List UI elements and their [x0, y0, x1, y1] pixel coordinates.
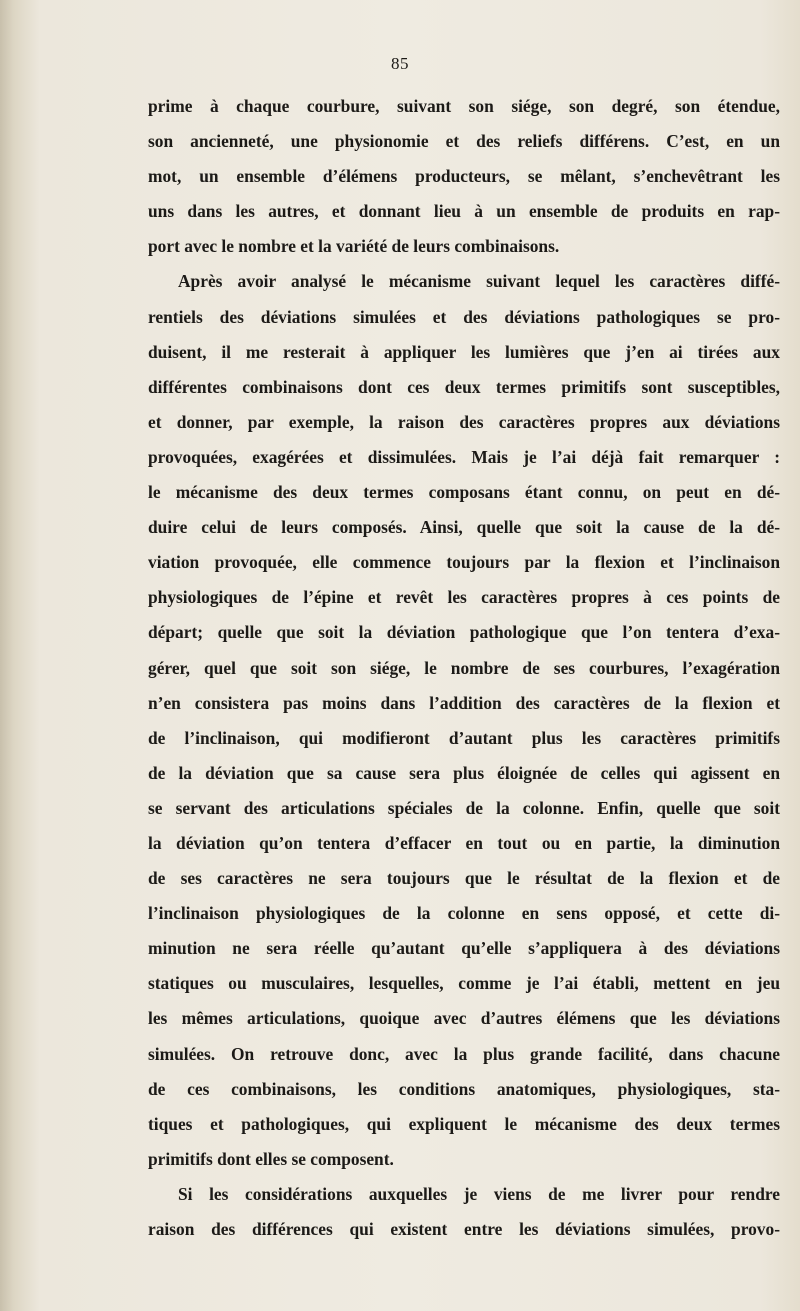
text-line: de l’inclinaison, qui modifieront d’autant plus les caractères primitifs [148, 727, 780, 748]
paragraph-start-line: Après avoir analysé le mécanisme suivant lequel les caractères diffé- [178, 271, 780, 292]
text-line: duire celui de leurs composés. Ainsi, quelle que soit la cause de la dé- [148, 517, 780, 538]
page-number: 85 [391, 54, 409, 73]
text-line: statiques ou musculaires, lesquelles, comme je l’ai établi, mettent en jeu [148, 973, 780, 994]
text-line: duisent, il me resterait à appliquer les lumières que j’en ai tirées aux [148, 341, 780, 362]
text-line: l’inclinaison physiologiques de la colonne en sens opposé, et cette di- [148, 903, 780, 924]
text-line: prime à chaque courbure, suivant son siége, son degré, son étendue, [148, 96, 780, 116]
text-line: minution ne sera réelle qu’autant qu’elle s’appliquera à des déviations [148, 938, 780, 959]
text-line: gérer, quel que soit son siége, le nombre de ses courbures, l’exagération [148, 657, 780, 678]
text-line: départ; quelle que soit la déviation pathologique que l’on tentera d’exa- [148, 622, 780, 643]
text-line: et donner, par exemple, la raison des caractères propres aux déviations [148, 411, 780, 432]
text-line: de ses caractères ne sera toujours que le résultat de la flexion et de [148, 868, 780, 889]
text-line: provoquées, exagérées et dissimulées. Mais je l’ai déjà fait remarquer : [148, 446, 780, 467]
text-line: de ces combinaisons, les conditions anatomiques, physiologiques, sta- [148, 1078, 780, 1099]
text-line: port avec le nombre et la variété de leurs combinaisons. [148, 236, 560, 257]
text-line: les mêmes articulations, quoique avec d’autres élémens que les déviations [148, 1008, 780, 1029]
text-line: n’en consistera pas moins dans l’addition des caractères de la flexion et [148, 692, 780, 713]
text-line: raison des différences qui existent entre les déviations simulées, provo- [148, 1219, 780, 1239]
text-line: tiques et pathologiques, qui expliquent le mécanisme des deux termes [148, 1113, 780, 1134]
text-line: viation provoquée, elle commence toujours par la flexion et l’inclinaison [148, 552, 780, 573]
paragraph-start-line: Si les considérations auxquelles je viens de me livrer pour rendre [178, 1183, 780, 1204]
text-line: son ancienneté, une physionomie et des reliefs différens. C’est, en un [148, 131, 780, 152]
text-line: de la déviation que sa cause sera plus éloignée de celles qui agissent en [148, 762, 780, 783]
text-line: mot, un ensemble d’élémens producteurs, se mêlant, s’enchevêtrant les [148, 166, 780, 187]
text-line: primitifs dont elles se composent. [148, 1148, 394, 1169]
text-line: rentiels des déviations simulées et des déviations pathologiques se pro- [148, 306, 780, 327]
text-line: se servant des articulations spéciales de la colonne. Enfin, quelle que soit [148, 797, 780, 818]
text-line: physiologiques de l’épine et revêt les caractères propres à ces points de [148, 587, 780, 608]
text-line: uns dans les autres, et donnant lieu à un ensemble de produits en rap- [148, 201, 780, 222]
page-body-text [148, 89, 780, 1247]
text-line: la déviation qu’on tentera d’effacer en tout ou en partie, la diminution [148, 832, 780, 853]
text-line: différentes combinaisons dont ces deux termes primitifs sont susceptibles, [148, 376, 780, 397]
text-line: le mécanisme des deux termes composans étant connu, on peut en dé- [148, 482, 780, 503]
text-line: simulées. On retrouve donc, avec la plus grande facilité, dans chacune [148, 1043, 780, 1064]
